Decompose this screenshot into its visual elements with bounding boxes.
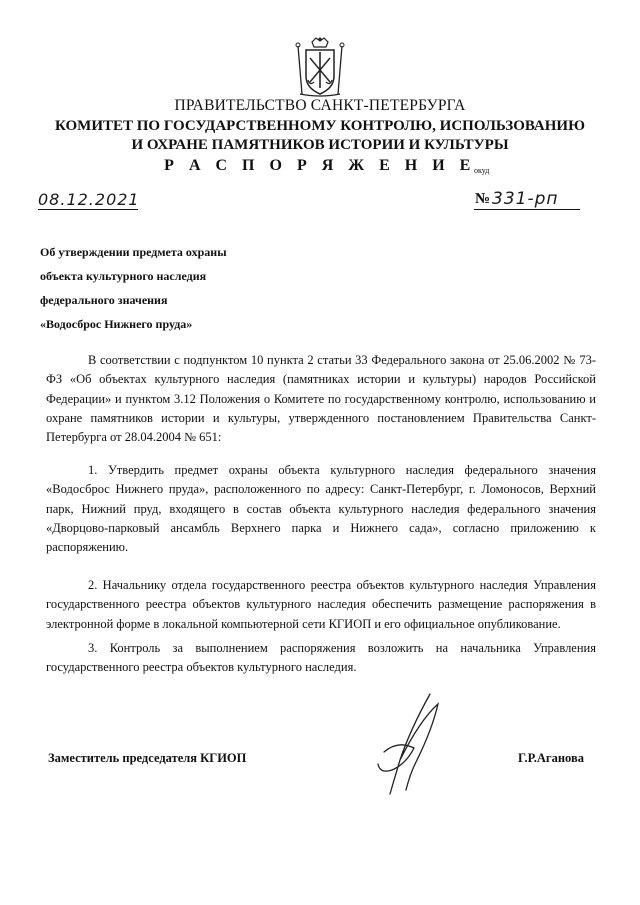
subject-line-2: объекта культурного наследия <box>40 269 207 283</box>
document-number: 331-рп <box>492 189 559 209</box>
preamble-paragraph: В соответствии с подпунктом 10 пункта 2 статьи 33 Федерального закона от 25.06.2002 № 73-ФЗ «Об объектах культурного наследия (памятниках истории и культуры) народов Российской Федерации» и пунктом 3.12 Положения о Комитете по государственному контролю, использованию и охране памятников истории и культуры, утвержденного постановлением Правительства Санкт-Петербурга от 28.04.2004 № 651: <box>46 353 596 445</box>
signatory-position: Заместитель председателя КГИОП <box>48 751 247 765</box>
date-underline <box>38 209 138 210</box>
clause-3: 3. Контроль за выполнением распоряжения возложить на начальника Управления государственного реестра объектов культурного наследия. <box>46 641 596 675</box>
coat-of-arms-icon <box>290 36 350 98</box>
committee-title-line2: И ОХРАНЕ ПАМЯТНИКОВ ИСТОРИИ И КУЛЬТУРЫ <box>131 137 509 153</box>
government-title: ПРАВИТЕЛЬСТВО САНКТ-ПЕТЕРБУРГА <box>174 97 466 114</box>
clause-2: 2. Начальнику отдела государственного реестра объектов культурного наследия Управления государственного реестра объектов культурного наследия обеспечить размещение распоряжения в электронной форме в локальной компьютерной сети КГИОП и его официальное опубликование. <box>46 578 596 631</box>
document-type: Р А С П О Р Я Ж Е Н И Е <box>164 157 476 174</box>
subject-line-3: федерального значения <box>40 293 168 307</box>
committee-title-line1: КОМИТЕТ ПО ГОСУДАРСТВЕННОМУ КОНТРОЛЮ, ИСПОЛЬЗОВАНИЮ <box>55 118 585 134</box>
handwritten-signature-icon <box>370 690 460 800</box>
subject-line-4: «Водосброс Нижнего пруда» <box>40 317 193 331</box>
document-date: 08.12.2021 <box>38 190 140 209</box>
number-underline <box>474 209 580 210</box>
number-sign: № <box>475 191 491 207</box>
signatory-name: Г.Р.Аганова <box>518 751 584 765</box>
clause-1: 1. Утвердить предмет охраны объекта культурного наследия федерального значения «Водосброс Нижнего пруда», расположенного по адресу: Санкт-Петербург, г. Ломоносов, Верхний парк, Нижний пруд, входящего в состав объекта культурного наследия федерального значения «Дворцово-парковый ансамбль Верхнего парка и Нижнего сада», согласно приложению к распоряжению. <box>46 463 596 555</box>
subject-line-1: Об утверждении предмета охраны <box>40 245 227 259</box>
okud-label: окуд <box>474 166 490 175</box>
